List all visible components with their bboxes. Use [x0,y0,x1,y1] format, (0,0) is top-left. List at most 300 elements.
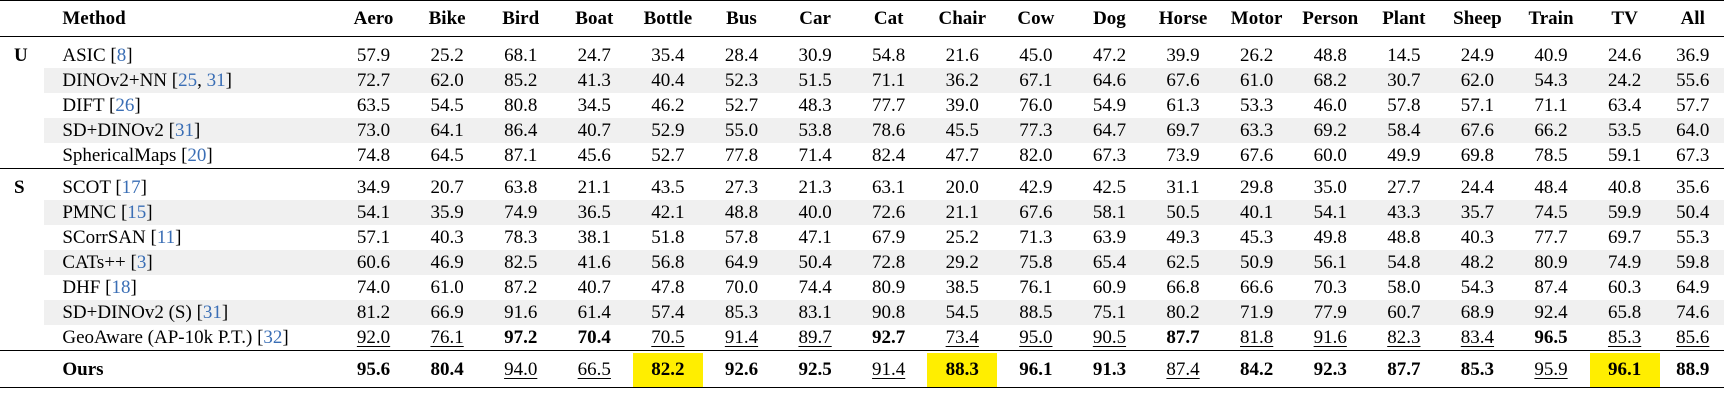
score-value: 63.3 [1240,120,1274,141]
score-cell [778,250,852,275]
score-cell [1293,200,1367,225]
score-cell [1293,225,1367,250]
score-cell [1293,275,1367,300]
score-value: 71.1 [1534,95,1568,116]
score-value: 90.5 [1092,327,1127,348]
score-value: 70.4 [577,327,611,348]
score-cell [558,325,632,351]
score-cell [1588,37,1662,69]
table-row [0,37,1724,69]
method-name: ASIC [62,45,111,66]
score-value: 71.1 [872,70,906,91]
score-cell [778,37,852,69]
score-cell [1588,275,1662,300]
score-cell [410,225,484,250]
score-value: 60.6 [356,252,391,273]
group-label-cell [0,351,44,388]
score-value: 54.8 [872,45,906,66]
column-header-sheep: Sheep [1453,8,1502,29]
score-cell [484,225,558,250]
score-cell [631,250,705,275]
score-cell [1146,200,1220,225]
method-name: SCOT [62,177,116,198]
method-name: SphericalMaps [62,145,182,166]
score-cell [337,118,411,143]
score-value: 34.5 [577,95,611,116]
score-cell [705,225,779,250]
score-cell [778,143,852,169]
score-value: 48.2 [1460,252,1495,273]
group-label-cell [0,93,44,118]
score-cell [705,300,779,325]
score-value: 66.9 [430,302,464,323]
score-value: 30.9 [798,45,832,66]
score-cell [1146,68,1220,93]
score-value: 52.7 [651,145,685,166]
score-value: 96.5 [1534,327,1568,348]
score-cell [852,250,926,275]
score-value: 81.2 [356,302,391,323]
score-cell [1367,68,1441,93]
score-value: 61.4 [577,302,611,323]
score-value: 28.4 [724,45,759,66]
score-cell [1588,169,1662,201]
score-cell [558,351,632,388]
score-value: 40.0 [798,202,832,223]
score-value: 54.5 [430,95,464,116]
score-cell [778,200,852,225]
group-label-cell [0,275,44,300]
score-cell [337,325,411,351]
column-header-dog: Dog [1093,8,1126,29]
score-value: 54.5 [945,302,979,323]
score-value: 67.6 [1460,120,1495,141]
score-cell [852,275,926,300]
group-label-cell [0,118,44,143]
score-cell [1146,325,1220,351]
table-row [0,300,1724,325]
score-value: 72.7 [356,70,391,91]
citation-link: 18 [111,277,131,298]
score-value: 49.9 [1387,145,1421,166]
score-cell [1220,325,1294,351]
score-value: 72.8 [872,252,906,273]
score-cell [1441,200,1515,225]
score-value: 47.2 [1092,45,1127,66]
score-value: 40.3 [1460,227,1495,248]
score-cell [1661,118,1724,143]
score-cell [631,200,705,225]
score-cell [1514,275,1588,300]
method-name: DHF [62,277,106,298]
score-cell [1441,118,1515,143]
score-value: 36.2 [945,70,979,91]
score-cell [925,37,999,69]
score-cell [1146,351,1220,388]
score-cell [558,250,632,275]
score-cell [1073,118,1147,143]
score-value: 71.3 [1019,227,1053,248]
score-value: 82.2 [633,353,703,387]
column-header-boat: Boat [575,8,614,29]
score-value: 87.4 [1166,359,1200,380]
score-cell [925,118,999,143]
citation-link: 3 [136,252,147,273]
score-cell [1073,37,1147,69]
score-cell [558,275,632,300]
column-header-bottle: Bottle [643,8,693,29]
score-cell [852,325,926,351]
score-cell [1293,325,1367,351]
score-value: 62.0 [1460,70,1495,91]
table-row [0,169,1724,201]
score-value: 60.3 [1607,277,1642,298]
score-value: 53.8 [798,120,832,141]
group-label-cell [0,37,44,69]
score-value: 34.9 [356,177,391,198]
score-cell [484,118,558,143]
score-value: 62.5 [1166,252,1200,273]
score-cell [1146,275,1220,300]
score-cell [1441,143,1515,169]
score-cell [631,275,705,300]
score-value: 67.1 [1019,70,1053,91]
score-value: 88.5 [1019,302,1053,323]
score-value: 30.7 [1387,70,1421,91]
score-value: 58.1 [1092,202,1127,223]
score-value: 48.8 [724,202,759,223]
score-value: 48.8 [1387,227,1421,248]
score-cell [852,68,926,93]
score-value: 24.6 [1607,45,1642,66]
score-value: 49.3 [1166,227,1200,248]
score-value: 61.0 [430,277,464,298]
score-value: 74.6 [1676,302,1710,323]
score-value: 69.7 [1607,227,1642,248]
score-cell [1514,250,1588,275]
score-value: 91.4 [724,327,759,348]
score-cell [1514,93,1588,118]
score-value: 40.8 [1607,177,1642,198]
score-cell [1441,169,1515,201]
score-cell [1661,37,1724,69]
score-value: 78.3 [504,227,538,248]
header-row [0,1,1724,37]
column-header-plant: Plant [1382,8,1426,29]
score-value: 46.9 [430,252,464,273]
score-cell [925,300,999,325]
score-cell [925,93,999,118]
score-value: 14.5 [1387,45,1421,66]
score-value: 77.3 [1019,120,1053,141]
score-cell [1514,300,1588,325]
score-value: 92.6 [724,359,759,380]
score-cell [484,325,558,351]
score-cell [1220,351,1294,388]
score-cell [484,169,558,201]
score-cell [705,68,779,93]
method-name: PMNC [62,202,121,223]
score-value: 68.2 [1313,70,1347,91]
score-value: 63.4 [1607,95,1642,116]
score-value: 74.9 [504,202,538,223]
score-value: 55.6 [1676,70,1710,91]
score-cell [410,93,484,118]
score-value: 58.0 [1387,277,1421,298]
score-cell [999,169,1073,201]
score-value: 25.2 [430,45,464,66]
score-cell [1146,37,1220,69]
score-value: 51.8 [651,227,685,248]
score-value: 35.9 [430,202,464,223]
score-cell [999,300,1073,325]
score-value: 56.8 [651,252,685,273]
score-value: 77.8 [724,145,759,166]
score-value: 26.2 [1240,45,1274,66]
score-cell [925,225,999,250]
score-cell [925,351,999,388]
score-value: 74.4 [798,277,832,298]
score-cell [778,169,852,201]
table-row [0,325,1724,351]
score-cell [1220,169,1294,201]
score-cell [1588,68,1662,93]
table-body [0,37,1724,388]
score-value: 48.8 [1313,45,1347,66]
method-name: CATs++ [62,252,131,273]
score-cell [558,37,632,69]
score-cell [1588,118,1662,143]
score-cell [410,351,484,388]
score-cell [1367,143,1441,169]
score-value: 82.4 [872,145,906,166]
score-cell [852,169,926,201]
score-value: 59.1 [1607,145,1642,166]
ours-row [0,351,1724,388]
score-cell [1441,275,1515,300]
score-cell [1661,250,1724,275]
score-value: 54.1 [356,202,391,223]
score-value: 69.8 [1460,145,1495,166]
score-value: 91.6 [1313,327,1347,348]
group-label-cell [0,68,44,93]
score-value: 65.8 [1607,302,1642,323]
score-value: 67.3 [1092,145,1127,166]
score-value: 74.0 [356,277,391,298]
group-label-cell [0,300,44,325]
score-value: 67.6 [1166,70,1200,91]
score-value: 87.2 [504,277,538,298]
group-label-cell [0,200,44,225]
score-value: 35.6 [1676,177,1710,198]
score-cell [778,93,852,118]
score-cell [1367,351,1441,388]
score-value: 64.6 [1092,70,1127,91]
score-value: 45.0 [1019,45,1053,66]
score-value: 96.1 [1590,353,1660,387]
score-cell [1367,200,1441,225]
score-cell [337,250,411,275]
score-value: 57.8 [724,227,759,248]
score-cell [1073,93,1147,118]
score-value: 63.9 [1092,227,1127,248]
score-value: 83.4 [1460,327,1495,348]
score-value: 56.1 [1313,252,1347,273]
score-value: 54.3 [1534,70,1568,91]
score-value: 88.3 [927,353,997,387]
score-cell [852,351,926,388]
score-value: 52.7 [724,95,759,116]
score-value: 42.5 [1092,177,1127,198]
score-cell [1661,143,1724,169]
score-value: 78.6 [872,120,906,141]
score-value: 71.4 [798,145,832,166]
score-cell [410,250,484,275]
score-cell [852,143,926,169]
score-cell [337,37,411,69]
method-name: Ours [62,359,104,380]
score-cell [778,225,852,250]
score-cell [705,351,779,388]
score-value: 20.0 [945,177,979,198]
score-cell [1588,300,1662,325]
score-value: 21.1 [577,177,611,198]
score-cell [631,143,705,169]
score-value: 24.7 [577,45,611,66]
score-cell [1146,143,1220,169]
score-value: 21.3 [798,177,832,198]
score-value: 41.3 [577,70,611,91]
score-cell [1367,275,1441,300]
score-cell [1220,200,1294,225]
score-cell [778,275,852,300]
score-cell [925,68,999,93]
method-name-cell: DHF [18] [62,277,137,298]
score-cell [410,275,484,300]
score-cell [1441,300,1515,325]
score-value: 24.9 [1460,45,1495,66]
method-name-cell: SD+DINOv2 [31] [44,118,336,143]
score-cell [1661,325,1724,351]
score-value: 76.1 [430,327,464,348]
score-value: 57.8 [1387,95,1421,116]
score-value: 92.0 [356,327,391,348]
table-row [0,250,1724,275]
score-value: 38.5 [945,277,979,298]
column-header-all: All [1680,8,1705,29]
score-cell [631,37,705,69]
score-cell [337,200,411,225]
score-value: 97.2 [504,327,538,348]
score-value: 66.6 [1240,277,1274,298]
score-value: 42.1 [651,202,685,223]
score-value: 48.4 [1534,177,1568,198]
score-cell [1293,93,1367,118]
score-value: 41.6 [577,252,611,273]
score-value: 92.5 [798,359,832,380]
score-value: 43.5 [651,177,685,198]
score-value: 90.8 [872,302,906,323]
score-cell [1514,118,1588,143]
score-cell [705,37,779,69]
score-value: 80.2 [1166,302,1200,323]
score-value: 52.9 [651,120,685,141]
score-cell [558,93,632,118]
score-cell [1220,250,1294,275]
score-value: 76.0 [1019,95,1053,116]
method-name: GeoAware (AP-10k P.T.) [62,327,258,348]
score-cell [1367,225,1441,250]
method-name-cell: GeoAware (AP-10k P.T.) [32] [62,327,289,348]
score-value: 95.6 [356,359,391,380]
group-label-cell [0,225,44,250]
score-cell [1073,68,1147,93]
score-value: 82.0 [1019,145,1053,166]
score-cell [410,143,484,169]
column-header-train: Train [1528,8,1574,29]
score-value: 55.0 [724,120,759,141]
citation-link: 15 [127,202,147,223]
score-cell [705,93,779,118]
score-value: 21.6 [945,45,979,66]
score-value: 40.7 [577,120,611,141]
citation-link: 31 [206,70,226,91]
score-value: 40.4 [651,70,685,91]
score-cell [410,325,484,351]
score-cell [705,200,779,225]
score-value: 54.9 [1092,95,1127,116]
score-value: 38.1 [577,227,611,248]
score-value: 60.7 [1387,302,1421,323]
score-cell [1514,169,1588,201]
score-value: 95.0 [1019,327,1053,348]
score-value: 55.3 [1676,227,1710,248]
score-cell [337,300,411,325]
score-value: 58.4 [1387,120,1421,141]
score-cell [1293,351,1367,388]
score-cell [705,325,779,351]
group-label-cell [0,325,44,351]
score-value: 73.9 [1166,145,1200,166]
score-value: 76.1 [1019,277,1053,298]
score-cell [1146,225,1220,250]
score-cell [1588,325,1662,351]
score-cell [999,143,1073,169]
score-value: 39.9 [1166,45,1200,66]
score-cell [484,250,558,275]
score-cell [1146,169,1220,201]
score-value: 47.7 [945,145,979,166]
score-cell [484,200,558,225]
score-cell [1514,200,1588,225]
score-value: 53.3 [1240,95,1274,116]
score-value: 42.9 [1019,177,1053,198]
score-cell [1073,250,1147,275]
score-value: 35.0 [1313,177,1347,198]
score-cell [1367,169,1441,201]
score-value: 77.9 [1313,302,1347,323]
score-cell [852,200,926,225]
score-value: 64.9 [724,252,759,273]
score-value: 29.8 [1240,177,1274,198]
score-value: 64.0 [1676,120,1710,141]
score-value: 46.2 [651,95,685,116]
score-cell [558,118,632,143]
score-cell [484,300,558,325]
score-value: 49.8 [1313,227,1347,248]
score-value: 84.2 [1240,359,1274,380]
score-value: 80.8 [504,95,538,116]
